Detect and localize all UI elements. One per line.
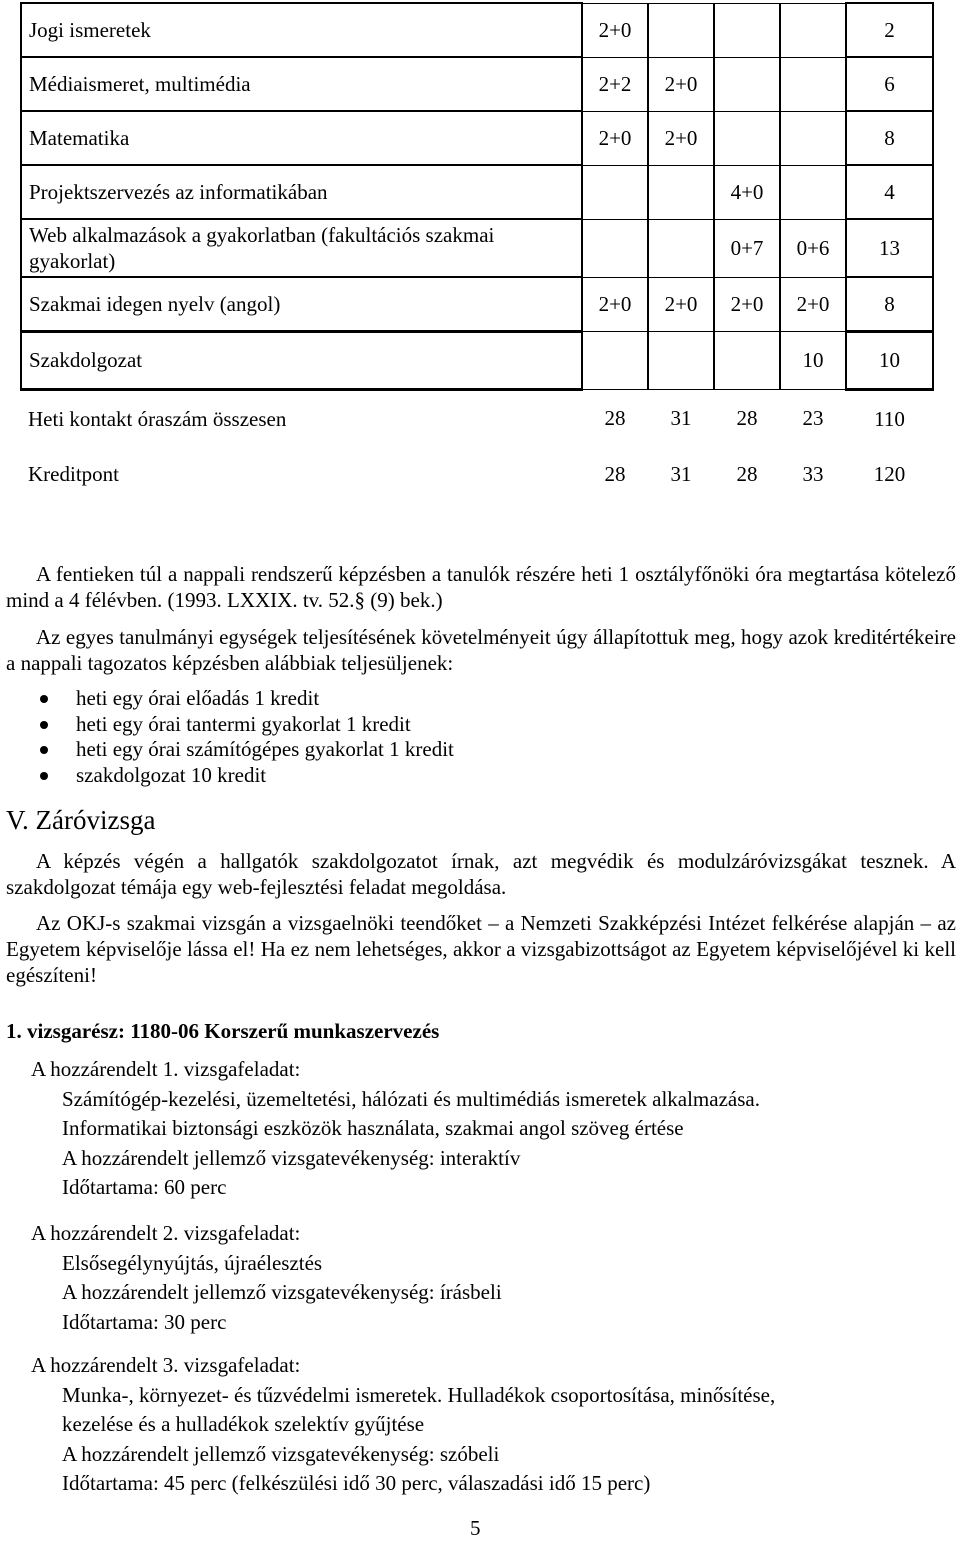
list-item-text: szakdolgozat 10 kredit [76, 762, 267, 787]
semester-cell [714, 331, 780, 389]
semester-cell [648, 331, 714, 389]
credit-cell: 2 [846, 3, 933, 57]
exam-part-heading: 1. vizsgarész: 1180-06 Korszerű munkaszervezés [6, 1019, 440, 1043]
subject-name: Web alkalmazások a gyakorlatban (fakultációs szakmai gyakorlat) [21, 219, 582, 277]
summary-label: Heti kontakt óraszám összesen [28, 406, 287, 431]
summary-cell: 120 [873, 462, 906, 486]
summary-label: Kreditpont [28, 462, 119, 486]
semester-cell: 10 [780, 331, 846, 389]
semester-cell: 2+0 [648, 277, 714, 331]
semester-cell: 0+6 [780, 219, 846, 277]
summary-cell: 31 [670, 406, 692, 431]
semester-cell [780, 3, 846, 57]
task-line: A hozzárendelt jellemző vizsgatevékenység: interaktív [62, 1145, 521, 1170]
bullet-icon [40, 695, 48, 703]
task-title: A hozzárendelt 2. vizsgafeladat: [31, 1221, 301, 1245]
task-line: Számítógép-kezelési, üzemeltetési, hálózati és multimédiás ismeretek alkalmazása. [62, 1086, 760, 1111]
bullet-icon [40, 772, 48, 780]
table-row [21, 331, 933, 389]
credit-cell: 13 [846, 219, 933, 277]
exam-task-3 [31, 1351, 775, 1499]
credit-cell: 8 [846, 277, 933, 331]
semester-cell: 0+7 [714, 219, 780, 277]
summary-cell: 33 [802, 462, 824, 486]
summary-cell: 28 [736, 462, 758, 486]
semester-cell: 4+0 [714, 165, 780, 219]
semester-cell: 2+0 [582, 111, 648, 165]
summary-cell: 28 [604, 462, 626, 486]
task-title: A hozzárendelt 3. vizsgafeladat: [31, 1353, 301, 1377]
semester-cell: 2+0 [714, 277, 780, 331]
subject-name: Projektszervezés az informatikában [21, 165, 582, 219]
semester-cell [780, 111, 846, 165]
task-title: A hozzárendelt 1. vizsgafeladat: [31, 1057, 301, 1081]
weekly-hours-row [21, 389, 933, 447]
semester-cell: 2+0 [648, 111, 714, 165]
semester-cell [648, 165, 714, 219]
table-row [21, 165, 933, 219]
subject-name: Szakdolgozat [21, 331, 582, 389]
credit-rules-intro: Az egyes tanulmányi egységek teljesítésének követelményeit úgy állapítottuk meg, hogy azok kreditértékeire a nappali tagozatos képzésben alábbiak teljesüljenek: [6, 625, 956, 675]
list-item [40, 686, 454, 712]
list-item [40, 737, 454, 763]
semester-cell [780, 165, 846, 219]
summary-cell: 110 [874, 406, 905, 431]
task-line: A hozzárendelt jellemző vizsgatevékenység: írásbeli [62, 1280, 502, 1304]
exam-task-1 [31, 1055, 760, 1203]
semester-cell: 2+0 [582, 277, 648, 331]
semester-cell: 2+0 [780, 277, 846, 331]
list-item [40, 763, 454, 789]
subject-name: Médiaismeret, multimédia [21, 57, 582, 111]
list-item-text: heti egy órai számítógépes gyakorlat 1 kredit [76, 737, 454, 761]
credit-cell: 4 [846, 165, 933, 219]
subject-name: Szakmai idegen nyelv (angol) [21, 277, 582, 331]
semester-cell [582, 219, 648, 277]
table-row [21, 111, 933, 165]
semester-cell [648, 219, 714, 277]
credit-cell: 6 [846, 57, 933, 111]
semester-cell [780, 57, 846, 111]
table-row [21, 57, 933, 111]
task-line: Időtartama: 60 perc [62, 1175, 227, 1199]
credit-cell: 8 [846, 111, 933, 165]
semester-cell [714, 3, 780, 57]
task-line: kezelése és a hulladékok szelektív gyűjtése [62, 1412, 425, 1436]
task-line: Informatikai biztonsági eszközök használata, szakmai angol szöveg értése [62, 1116, 684, 1140]
task-line: Időtartama: 45 perc (felkészülési idő 30 perc, válaszadási idő 15 perc) [62, 1471, 651, 1495]
form-master-note: A fentieken túl a nappali rendszerű képzésben a tanulók részére heti 1 osztályfőnöki óra megtartása kötelező mind a 4 félévben. (1993. LXXIX. tv. 52.§ (9) bek.) [6, 562, 956, 612]
list-item-text: heti egy órai előadás 1 kredit [76, 686, 320, 710]
curriculum-table [20, 2, 934, 501]
table-row [21, 219, 933, 277]
exam-task-2 [31, 1219, 502, 1337]
semester-cell: 2+0 [648, 57, 714, 111]
task-line: Elsősegélynyújtás, újraélesztés [62, 1250, 323, 1275]
summary-cell: 28 [604, 406, 626, 431]
bullet-icon [40, 746, 48, 754]
semester-cell [582, 331, 648, 389]
list-item [40, 712, 454, 738]
semester-cell [714, 57, 780, 111]
subject-name: Jogi ismeretek [21, 3, 582, 57]
task-line: A hozzárendelt jellemző vizsgatevékenység: szóbeli [62, 1441, 500, 1466]
summary-cell: 31 [670, 462, 692, 486]
task-line: Időtartama: 30 perc [62, 1309, 227, 1334]
list-item-text: heti egy órai tantermi gyakorlat 1 kredit [76, 711, 411, 736]
bullet-icon [40, 721, 48, 729]
task-line: Munka-, környezet- és tűzvédelmi ismeretek. Hulladékok csoportosítása, minősítése, [62, 1382, 776, 1407]
summary-cell: 23 [802, 406, 824, 431]
table-row [21, 277, 933, 331]
exam-paragraph: A képzés végén a hallgatók szakdolgozatot írnak, azt megvédik és modulzáróvizsgákat tesznek. A szakdolgozat témája egy web-fejlesztési feladat megoldása. [6, 849, 956, 899]
semester-cell: 2+0 [582, 3, 648, 57]
semester-cell: 2+2 [582, 57, 648, 111]
credit-total-row [21, 447, 933, 501]
credit-cell: 10 [846, 331, 933, 389]
summary-cell: 28 [736, 406, 758, 431]
table-row [21, 3, 933, 57]
semester-cell [648, 3, 714, 57]
credit-rules-list [40, 686, 454, 788]
semester-cell [582, 165, 648, 219]
section-heading: V. Záróvizsga [6, 805, 156, 835]
subject-name: Matematika [21, 111, 582, 165]
okj-paragraph: Az OKJ-s szakmai vizsgán a vizsgaelnöki teendőket – a Nemzeti Szakképzési Intézet felkérése alapján – az Egyetem képviselője lássa el! Ha ez nem lehetséges, akkor a vizsgabizottságot az Egyetem képviselőjével ki kell egészíteni! [6, 911, 956, 987]
page-number: 5 [470, 1516, 481, 1540]
semester-cell [714, 111, 780, 165]
